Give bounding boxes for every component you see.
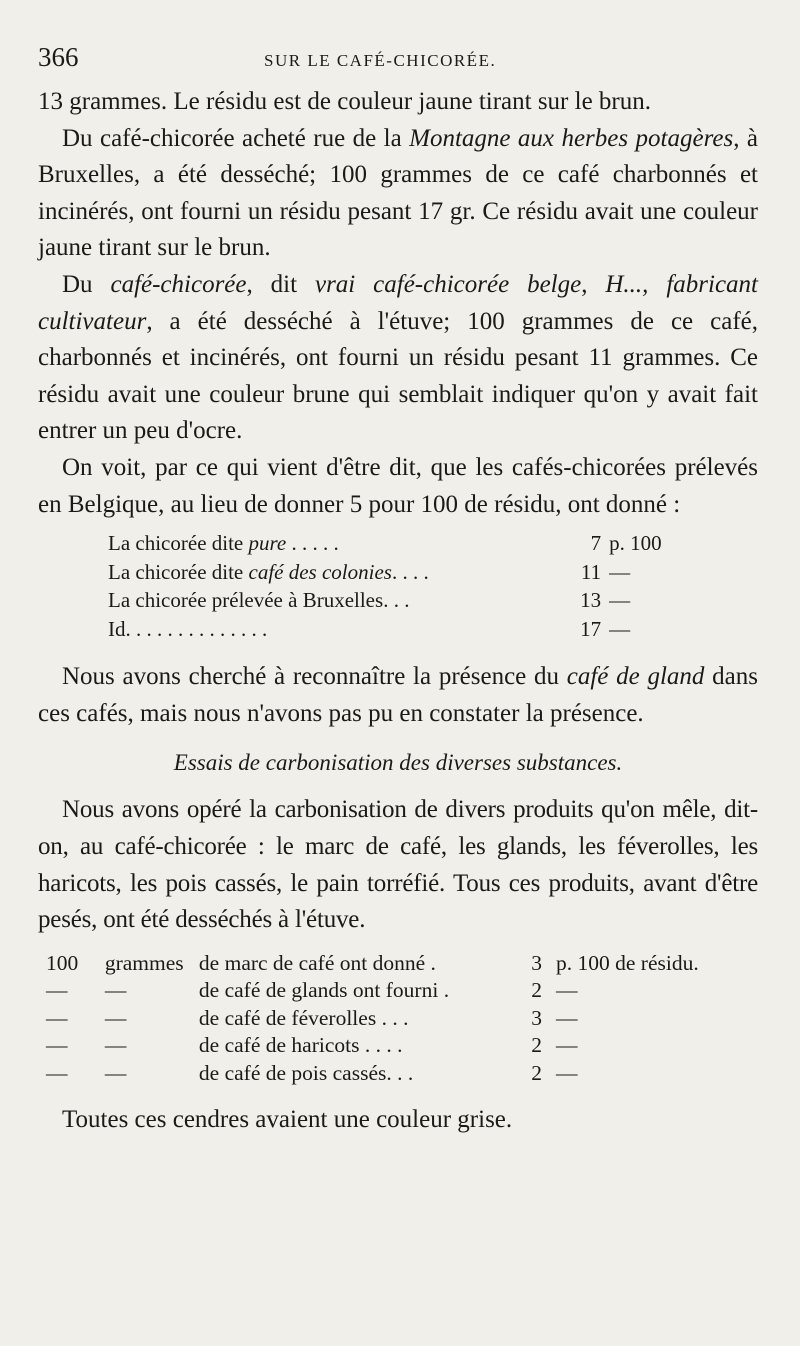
cell-result: — [556,978,578,1003]
substance-text: de café de féverolles [198,1005,377,1030]
page-header [38,42,758,84]
paragraph-2 [38,121,758,267]
cell-value: 2 [531,978,543,1003]
row-unit: — [609,559,631,584]
cell-quantity: 100 [46,950,79,975]
cell-unit: — [104,1060,127,1085]
label-text: La chicorée dite [108,559,249,584]
row-label [108,531,572,556]
cell-quantity: — [46,1033,68,1058]
cell-unit: — [104,1005,127,1030]
italic-run: vrai café-chicorée belge [314,270,582,298]
table-row [108,531,688,560]
leader-dots: . . . [376,1005,409,1030]
leader-dots: . . . [386,1060,414,1085]
text-run: , à Bruxelles, a été desséché; 100 grammes de ce café charbonnés et incinérés, ont fourni un résidu pesant 17 gr. Ce résidu avait une couleur jaune tirant sur le brun. [38,124,758,262]
label-text: La chicorée prélevée à Bruxelles [108,588,384,613]
text-run: Du café-chicorée acheté rue de la [62,124,410,152]
row-value: 7 [590,531,602,556]
label-text: Id [108,616,126,641]
text-run: , dit [246,270,315,298]
cell-quantity: — [46,978,68,1003]
cell-quantity: — [46,1060,68,1085]
section-title: Essais de carbonisation des diverses substances. [173,750,623,776]
leader-dots: . . . . . . . . . . . . . . [125,616,268,641]
cell-value: 3 [531,950,543,975]
cell-substance [199,1033,513,1058]
label-italic: pure [248,531,287,556]
table-row [108,560,688,589]
cell-result: — [556,1005,578,1030]
cell-value: 2 [531,1033,543,1058]
table-row [46,1006,756,1034]
table-row [46,978,756,1006]
substance-text: de café de haricots [198,1033,360,1058]
label-italic: café des colonies [248,559,392,584]
leader-dots: . . . . [391,559,429,584]
text-run: Nous avons cherché à reconnaître la présence du [62,663,567,691]
paragraph-5 [38,659,758,732]
leader-dots: . . . . [359,1033,403,1058]
text-run: dans ces cafés, mais nous n'avons pas pu en constater la présence. [38,663,759,727]
cell-unit: — [104,1033,127,1058]
text-run: Du [62,270,111,298]
substance-text: de café de pois cassés [198,1060,387,1085]
table-row [46,1061,756,1089]
cell-value: 3 [531,1005,543,1030]
table-row [108,588,688,617]
body-text [38,84,758,1139]
italic-run: café-chicorée [110,270,247,298]
row-label [108,617,572,642]
running-title: SUR LE CAFÉ-CHICORÉE. [264,51,497,70]
leader-dots: . [438,978,450,1003]
row-value: 17 [580,616,602,641]
text-run: , a été desséché à l'étuve; 100 grammes de ce café, charbonnés et incinérés, ont fourni un résidu pesant 11 grammes. Ce résidu avait une couleur brune qui semblait indiquer qu'on y avait fait entrer un peu d'ocre. [38,307,758,445]
cell-value: 2 [531,1060,543,1085]
paragraph-1: 13 grammes. Le résidu est de couleur jaune tirant sur le brun. [38,88,652,115]
cell-quantity: — [46,1005,68,1030]
substance-text: de café de glands ont fourni [198,978,439,1003]
leader-dots: . . . [383,588,410,613]
table-row [108,617,688,646]
table-row [46,1033,756,1061]
row-unit: p. 100 [609,531,662,556]
substance-text: de marc de café ont donné [198,950,426,975]
cell-result: — [556,1060,578,1085]
paragraph-3 [38,267,758,450]
table-row [46,951,756,979]
italic-run: Montagne aux herbes potagères [409,124,734,152]
cell-substance [199,978,513,1003]
row-unit: — [609,588,631,613]
cell-unit: — [104,978,127,1003]
cell-substance [199,951,513,976]
cell-result: — [556,1033,578,1058]
row-unit: — [609,616,631,641]
cell-unit: grammes [104,950,184,975]
row-value: 11 [580,559,602,584]
cell-result: p. 100 de résidu. [556,950,699,975]
page-number: 366 [38,42,79,72]
text-run: , [581,270,606,298]
row-value: 13 [580,588,602,613]
leader-dots: . [425,950,436,975]
paragraph-4: On voit, par ce qui vient d'être dit, que les cafés-chicorées prélevés en Belgique, au lieu de donner 5 pour 100 de résidu, ont donné : [38,453,758,518]
row-label [108,588,572,613]
cell-substance [199,1006,513,1031]
cell-substance [199,1061,513,1086]
italic-run: H..., fabricant cultivateur [38,270,758,335]
paragraph-7: Toutes ces cendres avaient une couleur grise. [62,1106,513,1134]
label-text: La chicorée dite [108,531,249,556]
leader-dots: . . . . . [286,531,339,556]
row-label [108,560,572,585]
italic-run: café de gland [566,663,705,691]
carbonisation-table [46,951,756,1089]
paragraph-6: Nous avons opéré la carbonisation de divers produits qu'on mêle, dit-on, au café-chicorée : le marc de café, les glands, les féverolles, les haricots, les pois cassés, le pain torréfié. Tous ces produits, avant d'être pesés, ont été desséchés à l'étuve. [38,796,758,934]
chicory-residue-table [108,531,688,645]
